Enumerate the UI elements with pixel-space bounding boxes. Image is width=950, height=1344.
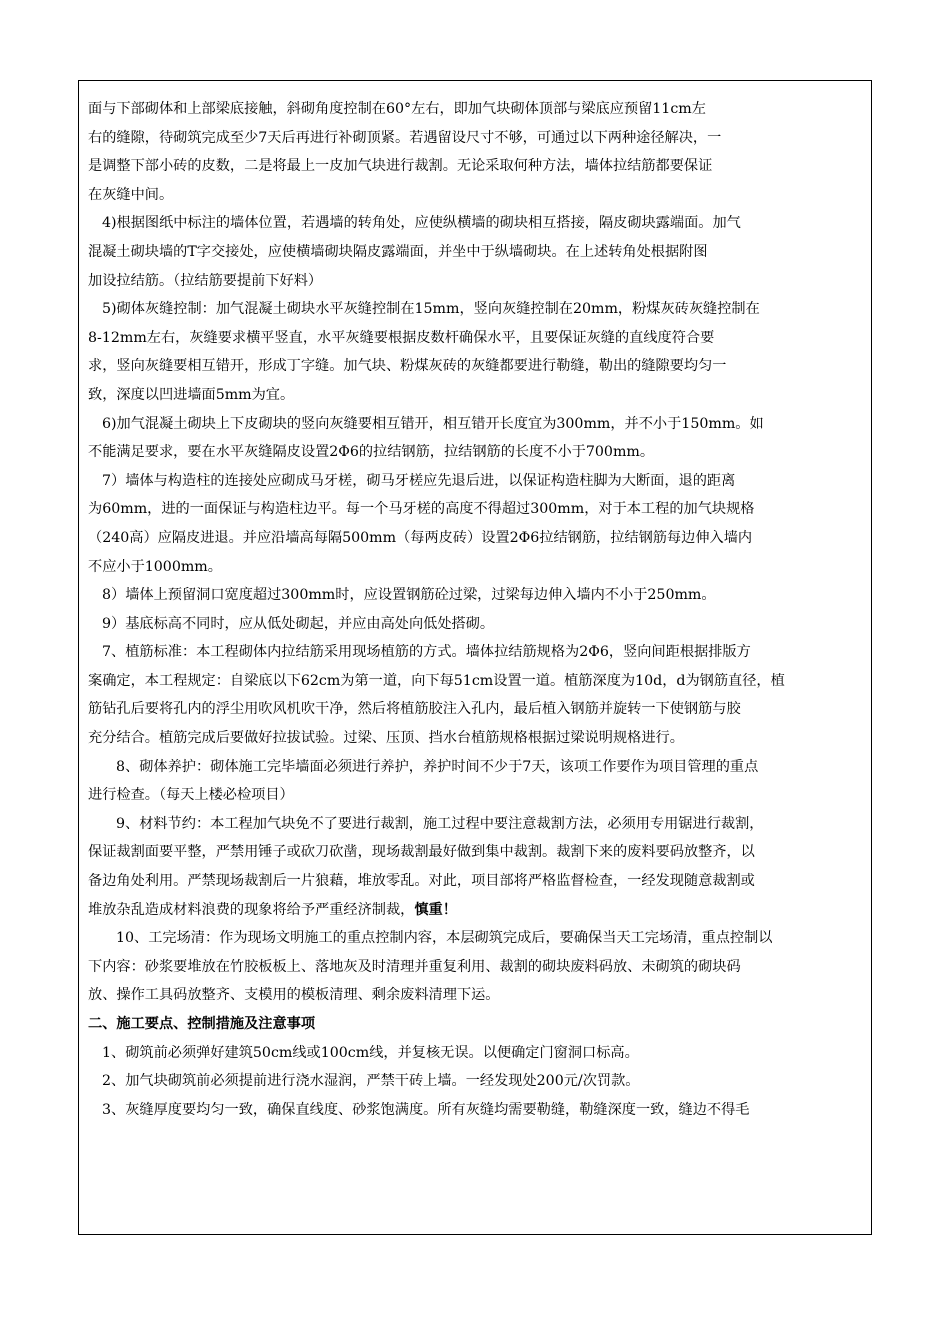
text-line-12: 6)加气混凝土砌块上下皮砌块的竖向灰缝要相互错开，相互错开长度宜为300mm，并不小于150mm。如 (102, 415, 764, 432)
text-line-23: 充分结合。植筋完成后要做好拉拔试验。过梁、压顶、挡水台植筋规格根据过梁说明规格进行。 (88, 730, 684, 747)
text-line-15: 为60mm，进的一面保证与构造柱边平。每一个马牙槎的高度不得超过300mm，对于本工程的加气块规格 (88, 501, 755, 518)
text-line-27: 保证裁割面要平整，严禁用锤子或砍刀砍凿，现场裁割最好做到集中裁割。裁割下来的废料要码放整齐，以 (88, 844, 755, 861)
text-line-29 (88, 896, 863, 925)
text-line-10: 求，竖向灰缝要相互错开，形成丁字缝。加气块、粉煤灰砖的灰缝都要进行勒缝，勒出的缝隙要均匀一 (88, 358, 727, 375)
text-line-31: 下内容：砂浆要堆放在竹胶板板上、落地灰及时清理并重复利用、裁割的砌块废料码放、未砌筑的砌块码 (88, 958, 741, 975)
text-line-17: 不应小于1000mm。 (88, 558, 222, 575)
text-line-14: 7）墙体与构造柱的连接处应砌成马牙槎，砌马牙槎应先退后进，以保证构造柱脚为大断面，退的距离 (102, 472, 736, 489)
text-line-35: 2、加气块砌筑前必须提前进行浇水湿润，严禁干砖上墙。一经发现处200元/次罚款。 (102, 1073, 640, 1090)
text-line-20: 7、植筋标准：本工程砌体内拉结筋采用现场植筋的方式。墙体拉结筋规格为2Φ6，竖向间距根据排版方 (102, 644, 751, 661)
text-line-11: 致，深度以凹进墙面5mm为宜。 (88, 386, 295, 403)
text-line-13: 不能满足要求，要在水平灰缝隔皮设置2Φ6的拉结钢筋，拉结钢筋的长度不小于700mm。 (88, 444, 655, 461)
text-line-3: 是调整下部小砖的皮数，二是将最上一皮加气块进行裁割。无论采取何种方法，墙体拉结筋都要保证 (88, 158, 713, 175)
text-line-18: 8）墙体上预留洞口宽度超过300mm时，应设置钢筋砼过梁，过梁每边伸入墙内不小于250mm。 (102, 587, 716, 604)
text-line-16: （240高）应隔皮进退。并应沿墙高每隔500mm（每两皮砖）设置2Φ6拉结钢筋，拉结钢筋每边伸入墙内 (88, 529, 753, 546)
text-line-21: 案确定，本工程规定：自梁底以下62cm为第一道，向下每51cm设置一道。植筋深度为10d，d为钢筋直径，植 (88, 672, 785, 689)
text-line-34: 1、砌筑前必须弹好建筑50cm线或100cm线，并复核无误。以便确定门窗洞口标高。 (102, 1044, 639, 1061)
text-line-22: 筋钻孔后要将孔内的浮尘用吹风机吹干净，然后将植筋胶注入孔内，最后植入钢筋并旋转一下使钢筋与胶 (88, 701, 741, 718)
text-line-5: 4)根据图纸中标注的墙体位置，若遇墙的转角处，应使纵横墙的砌块相互搭接，隔皮砌块露端面。加气 (102, 215, 741, 232)
text-line-36: 3、灰缝厚度要均匀一致，确保直线度、砂浆饱满度。所有灰缝均需要勒缝，勒缝深度一致，缝边不得毛 (102, 1101, 750, 1118)
text-line-24: 8、砌体养护：砌体施工完毕墙面必须进行养护，养护时间不少于7天，该项工作要作为项目管理的重点 (116, 758, 759, 775)
text-line-30: 10、工完场清：作为现场文明施工的重点控制内容，本层砌筑完成后，要确保当天工完场清，重点控制以 (116, 930, 773, 947)
text-line-7: 加设拉结筋。（拉结筋要提前下好料） (88, 272, 323, 289)
text-line-4: 在灰缝中间。 (88, 186, 174, 203)
text-line-19: 9）基底标高不同时，应从低处砌起，并应由高处向低处搭砌。 (102, 615, 495, 632)
text-line-26: 9、材料节约：本工程加气块免不了要进行裁割，施工过程中要注意裁割方法，必须用专用锯进行裁割， (116, 815, 764, 832)
text-line-32: 放、操作工具码放整齐、支模用的模板清理、剩余废料清理下运。 (88, 987, 500, 1004)
section-heading: 二、施工要点、控制措施及注意事项 (88, 1016, 316, 1032)
emphasis-text: 慎重！ (414, 901, 457, 918)
text-line-29-body: 堆放杂乱造成材料浪费的现象将给予严重经济制裁， (88, 901, 415, 918)
text-line-25: 进行检查。（每天上楼必检项目） (88, 787, 294, 804)
text-line-2: 右的缝隙，待砌筑完成至少7天后再进行补砌顶紧。若遇留设尺寸不够，可通过以下两种途径解决，一 (88, 129, 722, 146)
document-table-frame (78, 80, 872, 1235)
text-line-1: 面与下部砌体和上部梁底接触，斜砌角度控制在60°左右，即加气块砌体顶部与梁底应预留11cm左 (88, 101, 706, 117)
document-body (88, 95, 863, 1124)
text-line-9: 8-12mm左右，灰缝要求横平竖直，水平灰缝要根据皮数杆确保水平，且要保证灰缝的直线度符合要 (88, 329, 715, 346)
text-line-6: 混凝土砌块墙的T字交接处，应使横墙砌块隔皮露端面，并坐中于纵墙砌块。在上述转角处根据附图 (88, 243, 708, 260)
text-line-8: 5)砌体灰缝控制：加气混凝土砌块水平灰缝控制在15mm，竖向灰缝控制在20mm，粉煤灰砖灰缝控制在 (102, 301, 760, 318)
text-line-28: 备边角处利用。严禁现场裁割后一片狼藉，堆放零乱。对此，项目部将严格监督检查，一经发现随意裁割或 (88, 873, 755, 890)
